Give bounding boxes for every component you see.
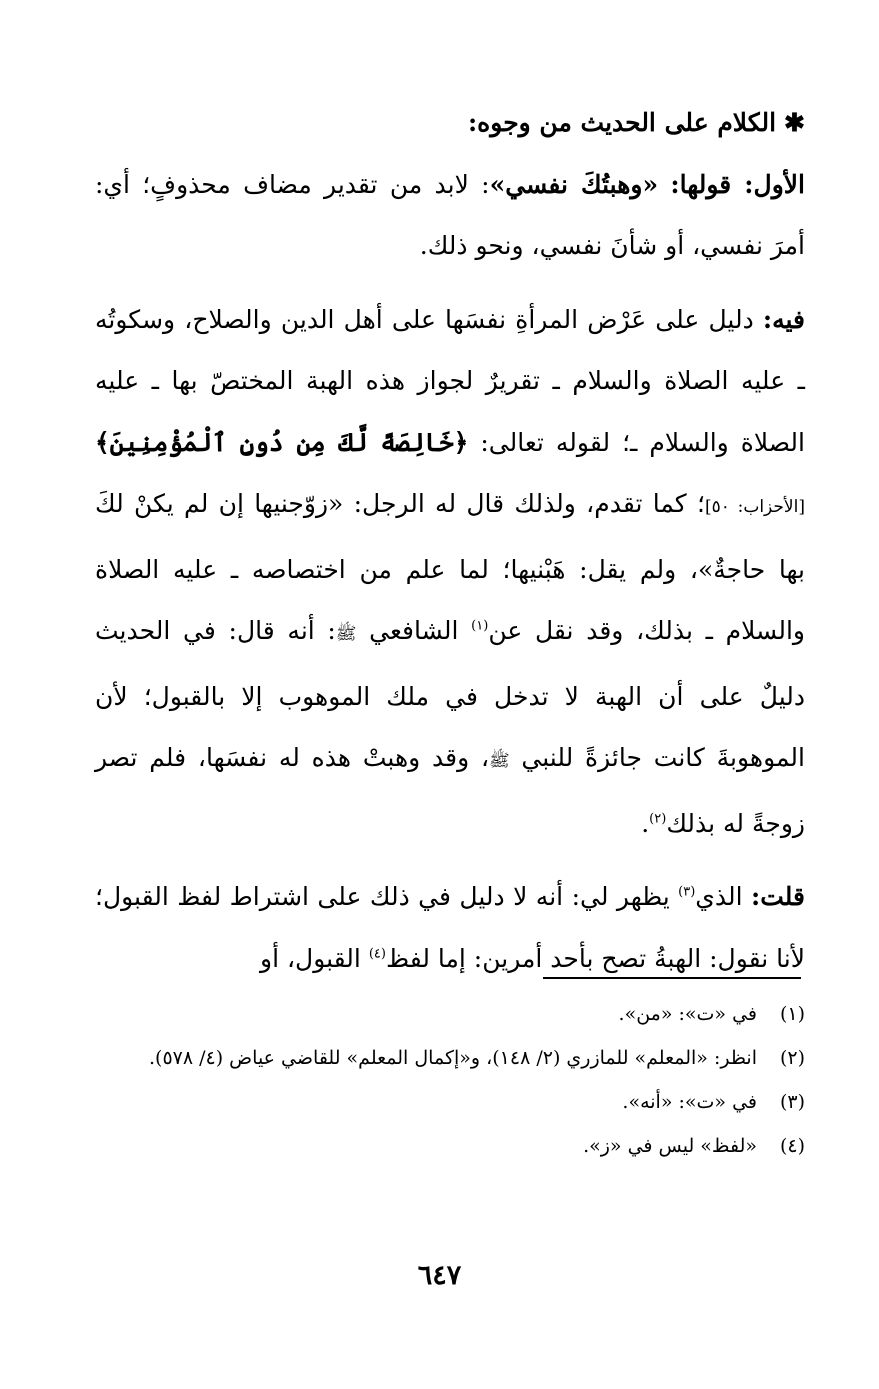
footnote-ref-4: (٤) (368, 946, 386, 962)
footnote-text: في «ت»: «من». (618, 1003, 757, 1025)
fiihi-text-1: دليل على عَرْض المرأةِ نفسَها على أهل الدين والصلاح، وسكوتُه ـ عليه الصلاة والسلام ـ تقريرٌ لجواز هذه الهبة المختصّ بها ـ عليه الصلاة والسلام ـ؛ لقوله تعالى: (95, 304, 805, 457)
qultu-text-3: القبول، أو (260, 943, 369, 973)
qultu-paragraph (95, 866, 805, 989)
quran-verse: ﴿خَالِصَةً لَّكَ مِن دُونِ ٱلْمُؤْمِنِينَ﴾ (95, 427, 469, 457)
qultu-text-2: يظهر لي: أنه لا دليل في ذلك على اشتراط لفظ القبول؛ لأنا نقول: الهبةُ تصح بأحد أمرين: إما لفظ (95, 882, 805, 973)
footnote-ref-3: (٣) (678, 884, 696, 900)
footnote-number: (٢) (779, 1047, 805, 1069)
footnotes (95, 992, 805, 1168)
footnote-item (95, 1124, 805, 1168)
footnote-number: (٤) (779, 1135, 805, 1157)
footnote-item (95, 1080, 805, 1124)
honorific-glyph-2: ﷺ (489, 751, 510, 771)
footnote-ref-1: (١) (471, 618, 489, 634)
footnote-text: «لفظ» ليس في «ز». (583, 1135, 757, 1157)
footnote-number: (١) (779, 1003, 805, 1025)
star-icon: ✱ (784, 108, 805, 137)
fiihi-text-4: : أنه قال: في الحديث دليلٌ على أن الهبة لا تدخل في ملك الموهوب إلا بالقبول؛ لأن الموهوبةَ كانت جائزةً للنبي (95, 616, 805, 772)
footnote-text: انظر: «المعلم» للمازري (٢/ ١٤٨)، و«إكمال المعلم» للقاضي عياض (٤/ ٥٧٨). (148, 1047, 757, 1069)
fiihi-paragraph (95, 289, 805, 855)
fiihi-text-5: ، وقد وهبتْ هذه له نفسَها، فلم تصر زوجةً له بذلك (95, 743, 805, 838)
footnote-ref-2: (٢) (649, 811, 667, 827)
fiihi-text-3: الشافعي (356, 616, 472, 645)
first-point-paragraph (95, 154, 805, 277)
first-point-quote: «وهبتُكَ نفسي» (489, 169, 659, 199)
first-point-text: : لابد من تقدير مضاف محذوفٍ؛ أي: أمرَ نفسي، أو شأنَ نفسي، ونحو ذلك. (95, 169, 805, 260)
heading-text: الكلام على الحديث من وجوه: (467, 108, 777, 137)
footnote-divider (543, 977, 801, 979)
first-point-lead: الأول: قولها: (670, 169, 805, 199)
footnote-item (95, 1036, 805, 1080)
qultu-text-1: الذي (695, 882, 751, 911)
fiihi-text-2: ؛ كما تقدم، ولذلك قال له الرجل: «زوّجنيها إن لم يكنْ لكَ بها حاجةٌ»، ولم يقل: هَبْنيها؛ لما علم من اختصاصه ـ عليه الصلاة والسلام ـ بذلك، وقد نقل عن (95, 489, 805, 645)
main-text (95, 92, 805, 989)
honorific-glyph-1: ﷺ (335, 624, 357, 644)
fiihi-lead: فيه: (762, 304, 805, 334)
section-heading (95, 92, 805, 154)
footnote-number: (٣) (779, 1091, 805, 1113)
footnote-item (95, 992, 805, 1036)
fiihi-end: . (641, 808, 650, 838)
footnote-text: في «ت»: «أنه». (622, 1091, 757, 1113)
verse-reference: [الأحزاب: ٥٠] (704, 497, 805, 517)
page-number: ٦٤٧ (417, 1260, 462, 1291)
qultu-lead: قلت: (751, 882, 806, 911)
